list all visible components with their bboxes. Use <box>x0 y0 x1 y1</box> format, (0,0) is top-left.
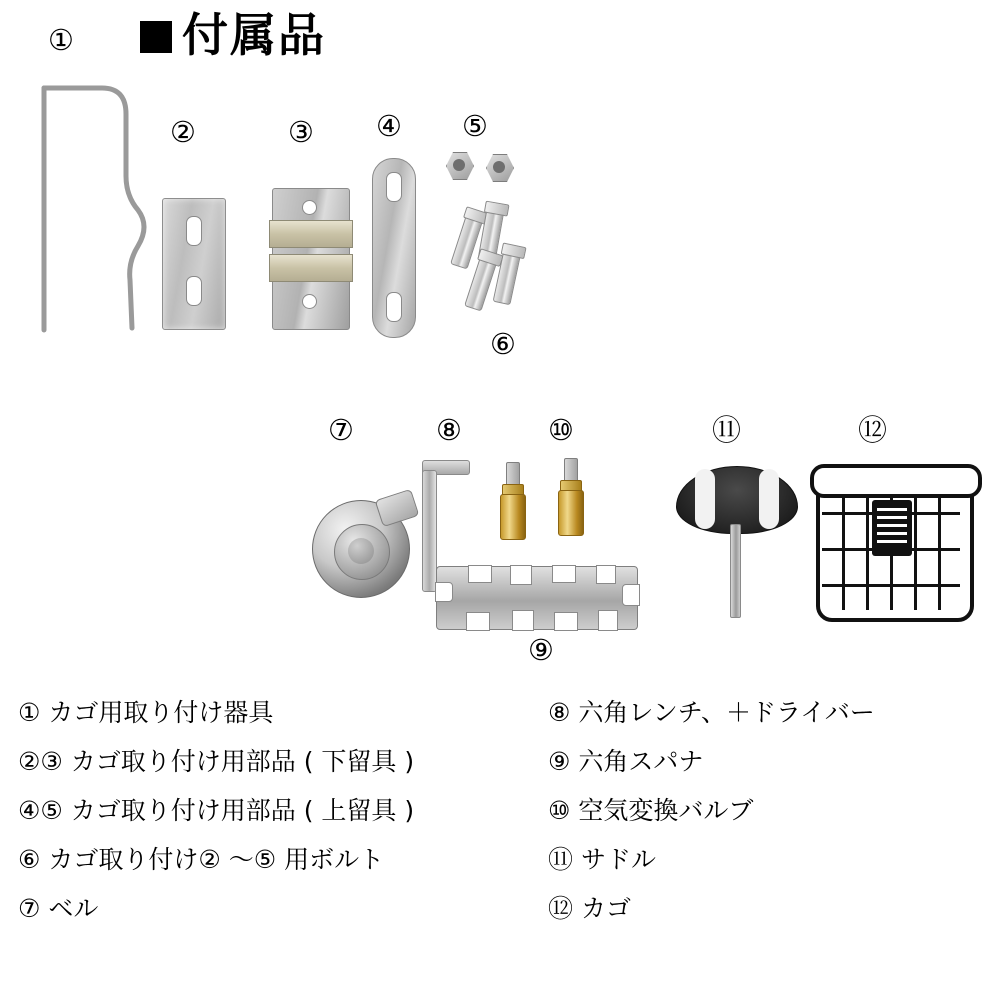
saddle-stripe-right <box>759 469 779 529</box>
part-6-bolt-group <box>452 208 532 320</box>
bracket-hole-lower <box>302 294 317 309</box>
plate-body <box>162 198 226 330</box>
nut-icon <box>486 154 514 182</box>
legend-item: ④⑤ カゴ取り付け用部品 ( 上留具 ) <box>18 796 415 825</box>
part-9-hex-spanner <box>436 566 638 630</box>
nut-icon <box>446 152 474 180</box>
callout-2: ② <box>170 115 196 149</box>
callout-12: ⑫ <box>858 413 888 447</box>
legend-item: ① カゴ用取り付け器具 <box>18 698 274 727</box>
strap-slot-upper <box>386 172 402 202</box>
hex-wrench-long-arm <box>422 470 437 592</box>
part-5-nut-left <box>446 152 474 180</box>
part-11-saddle <box>668 466 818 636</box>
callout-9: ⑨ <box>528 633 554 667</box>
bracket-band-upper <box>269 220 353 248</box>
page-title-text: 付属品 <box>182 8 326 62</box>
part-5-nut-right <box>486 154 514 182</box>
valve-stem <box>564 458 578 482</box>
callout-5: ⑤ <box>462 109 488 143</box>
strap-slot-lower <box>386 292 402 322</box>
callout-4: ④ <box>376 109 402 143</box>
valve-body <box>500 494 526 540</box>
callout-6: ⑥ <box>490 327 516 361</box>
part-10-valve-left <box>494 462 554 562</box>
legend-left-column <box>18 700 414 945</box>
callout-8: ⑧ <box>436 413 462 447</box>
plate-slot-lower <box>186 276 202 306</box>
spanner-body <box>436 566 638 630</box>
saddle-seat-post <box>730 524 741 618</box>
bell-core <box>348 538 374 564</box>
legend-item: ⑦ ベル <box>18 894 99 923</box>
bracket-hole-upper <box>302 200 317 215</box>
legend-right-column <box>548 700 875 945</box>
callout-10: ⑩ <box>548 413 574 447</box>
legend-item: ⑪ サドル <box>548 845 656 874</box>
legend-item: ⑧ 六角レンチ、＋ドライバー <box>548 698 875 727</box>
basket-front-plate <box>872 500 912 556</box>
part-10-valve-right <box>552 458 612 558</box>
legend-item: ⑩ 空気変換バルブ <box>548 796 754 825</box>
part-7-bell <box>312 500 432 610</box>
part-12-front-basket <box>806 458 986 628</box>
plate-slot-upper <box>186 216 202 246</box>
bracket-band-lower <box>269 254 353 282</box>
callout-11: ⑪ <box>712 413 742 447</box>
part-1-basket-mounting-wire <box>30 80 160 344</box>
valve-stem <box>506 462 520 486</box>
basket-rim <box>810 464 982 498</box>
strap-body <box>372 158 416 338</box>
bell-lever <box>375 489 420 527</box>
part-4-upper-fixture-strap <box>372 158 416 338</box>
legend-item: ②③ カゴ取り付け用部品 ( 下留具 ) <box>18 747 415 776</box>
valve-body <box>558 490 584 536</box>
callout-7: ⑦ <box>328 413 354 447</box>
square-bullet-icon <box>140 21 172 53</box>
saddle-stripe-left <box>695 469 715 529</box>
legend-item: ⑨ 六角スパナ <box>548 747 704 776</box>
part-2-lower-fixture-plate <box>162 198 226 330</box>
callout-3: ③ <box>288 115 314 149</box>
bracket-body <box>272 188 350 330</box>
legend-item: ⑫ カゴ <box>548 894 631 923</box>
page-title <box>140 8 326 62</box>
wire-bracket-icon <box>30 80 160 340</box>
legend-item: ⑥ カゴ取り付け② ～⑤ 用ボルト <box>18 845 385 874</box>
callout-1: ① <box>48 23 74 57</box>
part-3-lower-fixture-bracket <box>272 188 350 330</box>
